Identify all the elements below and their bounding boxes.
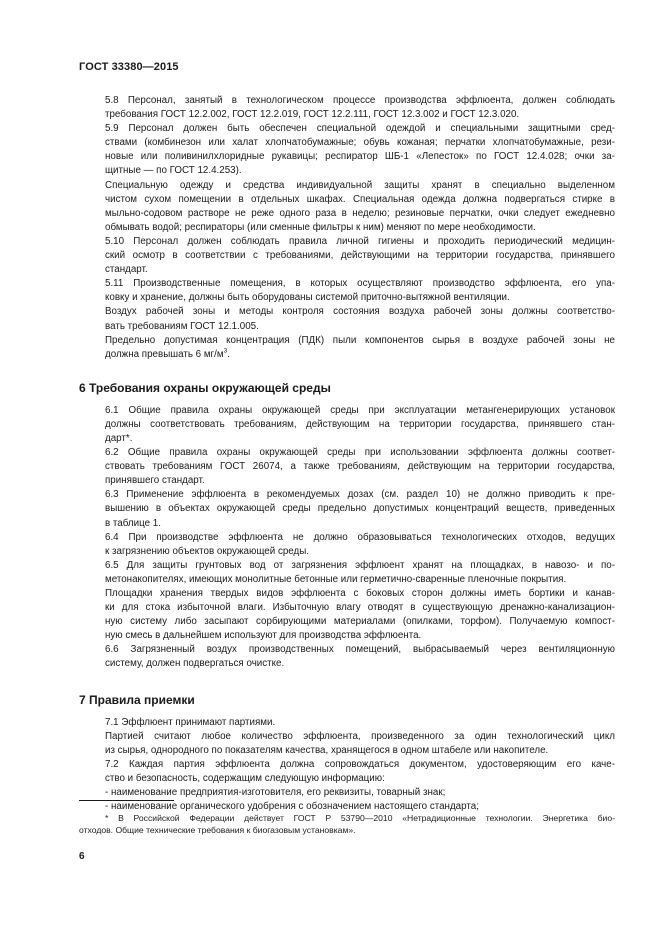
paragraph-5-9-clothing: Специальную одежду и средства индивидуальной защиты хранят в специально выделенном чистом сухом помещении в отдельных шкафах. Специальная одежда должна подвергаться стирке в мыльно-содовом растворе не реже одного раза в неделю; резиновые перчатки, очки следует ежедневно обмывать водой; респираторы (или сменные фильтры к ним) меняют по мере необходимости. [105, 179, 615, 233]
paragraph-5-9: 5.9 Персонал должен быть обеспечен специальной одеждой и специальными защитными сред- ствами (комбинезон или халат хлопчатобумажные; обувь кожаная; перчатки хлопчатобумажные, рези- новые или поливинилхлоридные рукавицы; респиратор ШБ-1 «Лепесток» по ГОСТ 12.4.028; очки за- щитные — по ГОСТ 12.4.253). [105, 123, 615, 177]
section-6-title: 6 Требования охраны окружающей среды [79, 380, 331, 395]
paragraph-6-6: 6.6 Загрязненный воздух производственных помещений, выбрасываемый через вентиляционную систему, должен подвергаться очистке. [105, 644, 615, 670]
paragraph-6-5-storage: Площадки хранения твердых видов эффлюента с боковых сторон должны иметь бортики и канав- ки для стока избыточной влаги. Избыточную влагу отводят в существующую дренажно-канализацион- ную систему либо засыпают сорбирующими материалами (опилками, торфом). Получаемую компост- ную смесь в дальнейшем используют для производства эффлюента. [105, 588, 615, 642]
document-header: ГОСТ 33380—2015 [79, 61, 179, 73]
paragraph-5-10: 5.10 Персонал должен соблюдать правила личной гигиены и проходить периодический медицин- ский осмотр в соответствии с требованиями, действующими на территории государства, принявшего стандарт. [105, 235, 615, 276]
paragraph-7-1-batch: Партией считают любое количество эффлюента, произведенного за один технологический цикл из сырья, однородного по показателям качества, хранящегося в одном штабеле или накопителе. [105, 730, 615, 756]
document-body [79, 94, 615, 814]
paragraph-6-5: 6.5 Для защиты грунтовых вод от загрязнения эффлюент хранят на площадках, в навозо- и по- метонакопителях, имеющих монолитные бетонные или герметично-сваренные пленочные покрытия. [105, 559, 615, 585]
paragraph-6-4: 6.4 При производстве эффлюента не должно образовываться технологических отходов, ведущих к загрязнению объектов окружающей среды. [105, 531, 615, 557]
footnote: * В Российской Федерации действует ГОСТ Р 53790—2010 «Нетрадиционные технологии. Энергетика био- отходов. Общие технические требования к биогазовым установкам». [79, 813, 615, 836]
list-item: - наименование предприятия-изготовителя, его реквизиты, товарный знак; [105, 787, 446, 799]
paragraph-6-3: 6.3 Применение эффлюента в рекомендуемых дозах (см. раздел 10) не должно приводить к пре- вышению в объектах окружающей среды предельно допустимых концентраций веществ, приведенных в таблице 1. [105, 489, 615, 529]
paragraph-7-1: 7.1 Эффлюент принимают партиями. [105, 716, 276, 728]
paragraph-5-11-air: Воздух рабочей зоны и методы контроля состояния воздуха рабочей зоны должны соответство- вать требованиям ГОСТ 12.1.005. [105, 306, 615, 332]
list-item: - наименование органического удобрения с обозначением настоящего стандарта; [105, 801, 479, 813]
paragraph-7-2: 7.2 Каждая партия эффлюента должна сопровождаться документом, удостоверяющим его каче- ство и безопасность, содержащим следующую информацию: [105, 758, 615, 784]
footnote-divider [79, 800, 174, 801]
paragraph-6-1: 6.1 Общие правила охраны окружающей среды при эксплуатации метангенерирующих установок должны соответствовать требованиям, действующим на территории государства, принявшего стан- дарт*. [105, 404, 615, 444]
paragraph-5-11-pdk: Предельно допустимая концентрация (ПДК) пыли компонентов сырья в воздухе рабочей зоны не должна превышать 6 $мг/м^3$. [105, 334, 615, 360]
section-7-title: 7 Правила приемки [79, 692, 195, 707]
page-number: 6 [79, 851, 85, 862]
paragraph-5-11: 5.11 Производственные помещения, в которых осуществляют производство эффлюента, его упа- ковку и хранение, должны быть оборудованы системой приточно-вытяжной вентиляции. [105, 278, 615, 304]
paragraph-5-8: 5.8 Персонал, занятый в технологическом процессе производства эффлюента, должен соблюдать требования ГОСТ 12.2.002, ГОСТ 12.2.019, ГОСТ 12.2.111, ГОСТ 12.3.002 и ГОСТ 12.3.020. [105, 95, 615, 121]
paragraph-6-2: 6.2 Общие правила охраны окружающей среды при использовании эффлюента должны соответ- ствовать требованиям ГОСТ 26074, а также требованиям, действующим на территории государства, принявшего стандарт. [105, 447, 615, 487]
superscript-cubic: 3 [223, 347, 228, 355]
